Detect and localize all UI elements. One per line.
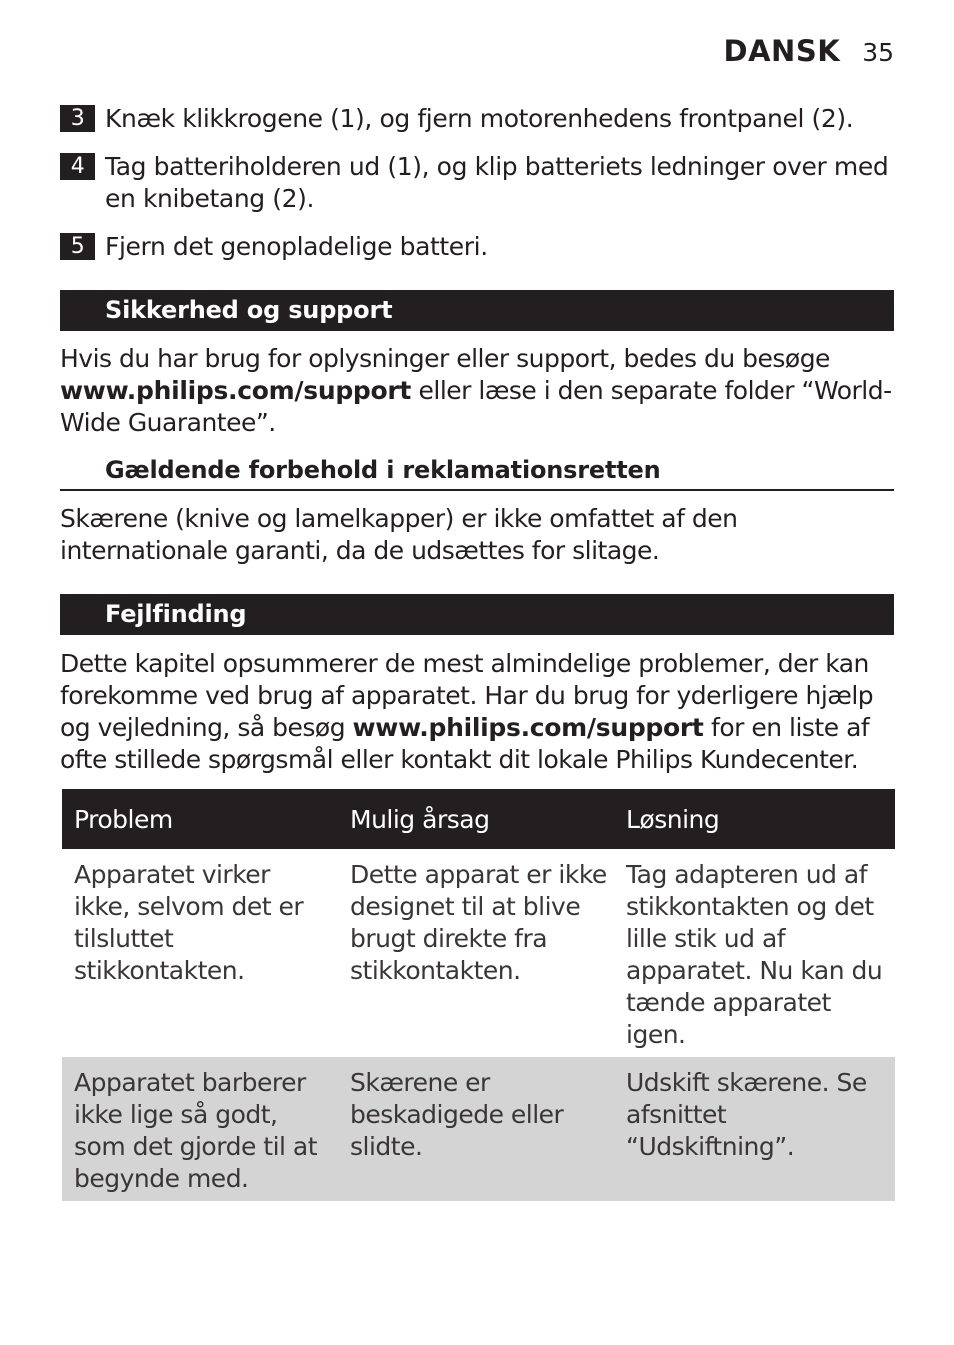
subheading-warranty-restrictions: Gældende forbehold i reklamationsretten: [60, 455, 894, 491]
step-number-badge: 3: [60, 105, 95, 132]
step-4: [60, 151, 894, 215]
step-number-badge: 5: [60, 233, 95, 260]
column-header-problem: Problem: [62, 789, 338, 849]
step-3: [60, 103, 894, 135]
section-heading-troubleshooting: Fejlfinding: [60, 594, 894, 635]
table-cell-problem: Apparatet barberer ikke lige så godt, som det gjorde til at begynde med.: [62, 1057, 338, 1201]
table-cell-solution: Udskift skærene. Se afsnittet “Udskiftning”.: [614, 1057, 895, 1201]
troubleshooting-table: [62, 789, 895, 1201]
table-cell-solution: Tag adapteren ud af stikkontakten og det lille stik ud af apparatet. Nu kan du tænde apparatet igen.: [614, 849, 895, 1057]
page-header: [724, 34, 894, 68]
troubleshooting-paragraph: [60, 648, 894, 776]
step-text: Fjern det genopladelige batteri.: [105, 232, 488, 261]
column-header-cause: Mulig årsag: [338, 789, 614, 849]
step-number-badge: 4: [60, 153, 95, 180]
section-heading-support: Sikkerhed og support: [60, 290, 894, 331]
troubleshooting-link[interactable]: www.philips.com/support: [352, 713, 704, 742]
support-paragraph: [60, 343, 894, 439]
step-text: Knæk klikkrogene (1), og fjern motorenhedens frontpanel (2).: [105, 104, 854, 133]
table-cell-problem: Apparatet virker ikke, selvom det er tilsluttet stikkontakten.: [62, 849, 338, 1057]
step-text: Tag batteriholderen ud (1), og klip batteriets ledninger over med en knibetang (2).: [105, 152, 889, 213]
page-number: 35: [862, 38, 894, 67]
support-text-start: Hvis du har brug for oplysninger eller support, bedes du besøge: [60, 344, 830, 373]
table-header-row: [62, 789, 895, 849]
step-5: [60, 231, 894, 263]
support-link[interactable]: www.philips.com/support: [60, 376, 412, 405]
warranty-paragraph: Skærene (knive og lamelkapper) er ikke omfattet af den internationale garanti, da de udsættes for slitage.: [60, 504, 738, 565]
troubleshooting-text-end: for en liste af ofte stillede spørgsmål eller kontakt dit lokale Philips Kundecenter.: [60, 713, 870, 774]
table-row: [62, 1057, 895, 1201]
table-row: [62, 849, 895, 1057]
table-cell-cause: Skærene er beskadigede eller slidte.: [338, 1057, 614, 1201]
language-label: DANSK: [723, 34, 841, 68]
support-text-end: eller læse i den separate folder “World-Wide Guarantee”.: [60, 376, 892, 437]
column-header-solution: Løsning: [614, 789, 895, 849]
table-cell-cause: Dette apparat er ikke designet til at blive brugt direkte fra stikkontakten.: [338, 849, 614, 1057]
troubleshooting-text-start: Dette kapitel opsummerer de mest almindelige problemer, der kan forekomme ved brug af apparatet. Har du brug for yderligere hjælp og vejledning, så besøg: [60, 649, 874, 742]
